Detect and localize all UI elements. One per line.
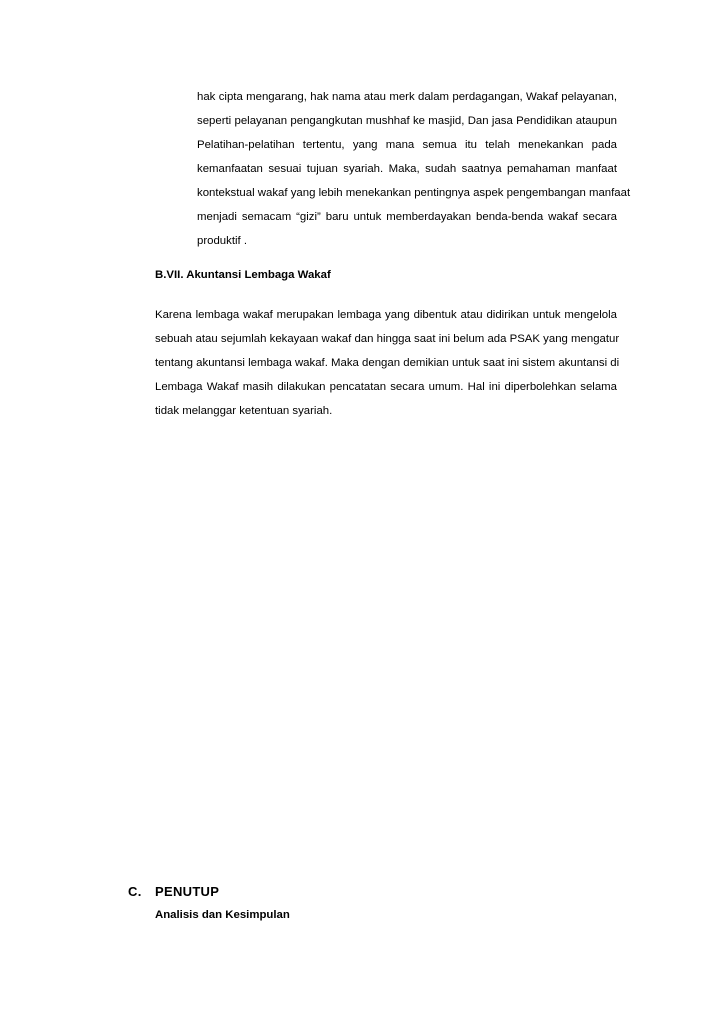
- paragraph-line: sebuah atau sejumlah kekayaan wakaf dan hingga saat ini belum ada PSAK yang mengatur: [155, 333, 620, 345]
- paragraph-line: tentang akuntansi lembaga wakaf. Maka dengan demikian untuk saat ini sistem akuntansi di: [155, 357, 620, 369]
- paragraph-line: produktif .: [197, 235, 248, 247]
- paragraph-line: kemanfaatan sesuai tujuan syariah. Maka, sudah saatnya pemahaman manfaat: [197, 163, 617, 175]
- subsection-heading: Analisis dan Kesimpulan: [155, 909, 290, 921]
- paragraph-line: seperti pelayanan pengangkutan mushhaf ke masjid, Dan jasa Pendidikan ataupun: [197, 115, 617, 127]
- paragraph-line: Lembaga Wakaf masih dilakukan pencatatan secara umum. Hal ini diperbolehkan selama: [155, 381, 617, 393]
- chapter-label: C.: [128, 884, 142, 899]
- paragraph-line: menjadi semacam “gizi” baru untuk memberdayakan benda-benda wakaf secara: [197, 211, 617, 223]
- chapter-heading: [128, 884, 219, 900]
- paragraph-line: Karena lembaga wakaf merupakan lembaga yang dibentuk atau didirikan untuk mengelola: [155, 309, 617, 321]
- section-heading: B.VII. Akuntansi Lembaga Wakaf: [155, 269, 331, 281]
- paragraph-line: tidak melanggar ketentuan syariah.: [155, 405, 333, 417]
- paragraph-line: Pelatihan-pelatihan tertentu, yang mana semua itu telah menekankan pada: [197, 139, 617, 151]
- chapter-title: PENUTUP: [155, 884, 220, 899]
- paragraph-line: kontekstual wakaf yang lebih menekankan pentingnya aspek pengembangan manfaat: [197, 187, 631, 199]
- paragraph-line: hak cipta mengarang, hak nama atau merk dalam perdagangan, Wakaf pelayanan,: [197, 91, 617, 103]
